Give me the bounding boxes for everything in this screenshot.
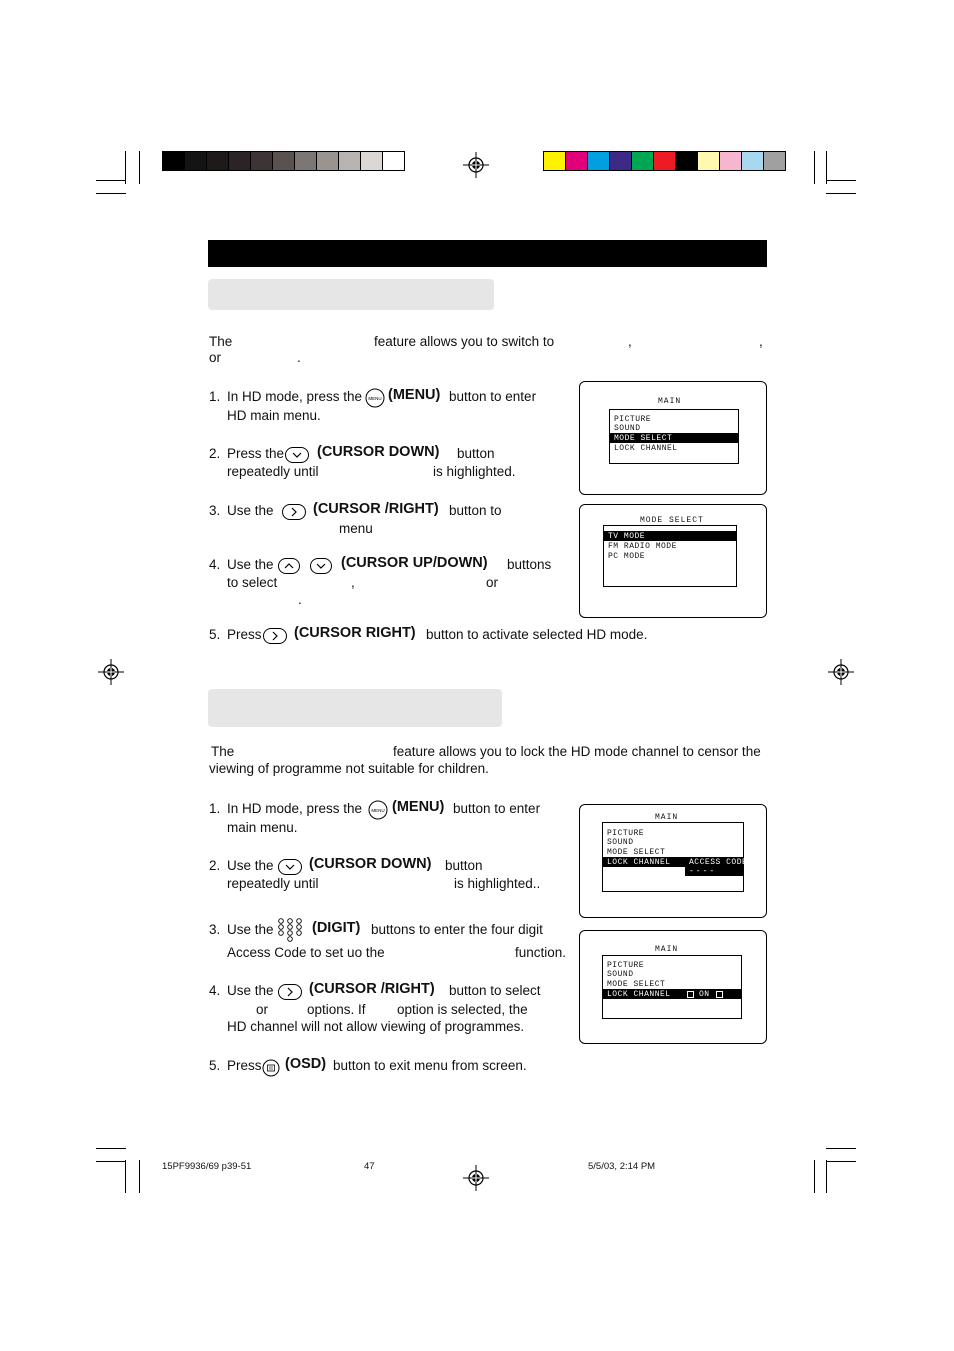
step-text: or xyxy=(256,1002,269,1017)
step-text: options. If xyxy=(307,1002,366,1017)
osd-menu-item: LOCK CHANNEL xyxy=(614,444,678,453)
step-text: , xyxy=(351,575,355,590)
osd-menu-item: FM RADIO MODE xyxy=(608,542,677,551)
osd-menu-item: PICTURE xyxy=(607,829,645,838)
cursor-right-icon xyxy=(278,984,302,1000)
step-key-label: (DIGIT) xyxy=(312,920,361,936)
calibration-swatch xyxy=(162,151,185,171)
step-number: 2. xyxy=(209,858,221,873)
step-number: 1. xyxy=(209,801,221,816)
registration-mark-right-icon xyxy=(828,659,854,685)
step-text: Access Code to set uo the xyxy=(227,945,385,960)
osd-menu-item-selected: LOCK CHANNEL xyxy=(607,990,671,999)
step-text: is highlighted.. xyxy=(454,876,541,891)
step-text: HD main menu. xyxy=(227,408,321,423)
osd-menu-item-selected: TV MODE xyxy=(608,532,646,541)
step-text: Press the xyxy=(227,446,285,461)
step-key-label: (OSD) xyxy=(285,1056,327,1072)
svg-text:MENU: MENU xyxy=(368,396,382,401)
step-text: Press xyxy=(227,627,262,642)
step-text: button xyxy=(457,446,495,461)
section1-heading-box xyxy=(208,279,494,310)
calibration-swatch xyxy=(294,151,317,171)
step-number: 1. xyxy=(209,389,221,404)
step-key-label: (CURSOR /RIGHT) xyxy=(313,501,439,517)
calibration-swatch xyxy=(631,151,654,171)
step-text: buttons to enter the four digit xyxy=(371,922,543,937)
osd-button-icon xyxy=(262,1059,280,1077)
screen-title: MODE SELECT xyxy=(640,516,704,525)
calibration-swatch xyxy=(272,151,295,171)
osd-menu-item-selected: LOCK CHANNEL xyxy=(607,858,671,867)
step-text: button to select xyxy=(449,983,541,998)
osd-screen-main xyxy=(579,381,767,495)
svg-text:MENU: MENU xyxy=(371,808,385,813)
step-text: button xyxy=(445,858,483,873)
calibration-swatch xyxy=(382,151,405,171)
step-text: repeatedly until xyxy=(227,464,319,479)
step-text: menu xyxy=(339,521,373,536)
osd-menu-item: SOUND xyxy=(607,970,634,979)
intro-text: The xyxy=(209,334,233,349)
menu-button-icon xyxy=(368,800,388,820)
osd-menu-list xyxy=(603,525,737,587)
osd-menu-list xyxy=(602,955,742,1019)
step-text: Use the xyxy=(227,557,274,572)
cursor-down-icon xyxy=(310,558,332,574)
calibration-swatch xyxy=(719,151,742,171)
osd-menu-item: PICTURE xyxy=(614,415,652,424)
step-text: option is selected, the xyxy=(397,1002,528,1017)
osd-menu-list xyxy=(609,409,739,464)
calibration-swatch xyxy=(360,151,383,171)
step-text: button to activate selected HD mode. xyxy=(426,627,648,642)
calibration-swatch xyxy=(184,151,207,171)
step-number: 5. xyxy=(209,1058,221,1073)
intro-text: The xyxy=(211,744,235,759)
calibration-swatch xyxy=(763,151,786,171)
cursor-up-icon xyxy=(278,558,300,574)
step-text: buttons xyxy=(507,557,552,572)
intro-text: . xyxy=(297,350,301,365)
screen-title: MAIN xyxy=(655,945,679,954)
page-header-bar xyxy=(208,240,767,267)
screen-title: MAIN xyxy=(658,397,682,406)
osd-menu-item: SOUND xyxy=(607,838,634,847)
intro-text: or xyxy=(209,350,222,365)
calibration-swatch xyxy=(206,151,229,171)
calibration-swatch xyxy=(609,151,632,171)
calibration-swatch xyxy=(316,151,339,171)
step-text: function. xyxy=(515,945,567,960)
step-text: main menu. xyxy=(227,820,298,835)
calibration-swatch xyxy=(653,151,676,171)
step-text: is highlighted. xyxy=(433,464,516,479)
step-number: 5. xyxy=(209,627,221,642)
step-text: Press xyxy=(227,1058,262,1073)
step-number: 3. xyxy=(209,922,221,937)
step-text: HD channel will not allow viewing of programmes. xyxy=(227,1019,525,1034)
cursor-down-icon xyxy=(278,859,302,875)
step-number: 3. xyxy=(209,503,221,518)
step-text: Use the xyxy=(227,503,274,518)
step-text: to select xyxy=(227,575,278,590)
access-code-value: ---- xyxy=(689,867,717,876)
osd-menu-item: PC MODE xyxy=(608,552,646,561)
toggle-value: ON xyxy=(699,990,710,999)
step-text: Use the xyxy=(227,858,274,873)
step-number: 2. xyxy=(209,446,221,461)
step-key-label: (CURSOR RIGHT) xyxy=(294,625,416,641)
toggle-left-arrow-icon xyxy=(687,991,694,998)
menu-button-icon xyxy=(365,388,385,408)
screen-title: MAIN xyxy=(655,813,679,822)
osd-menu-item: MODE SELECT xyxy=(607,848,666,857)
intro-text: viewing of programme not suitable for children. xyxy=(209,761,489,776)
step-text: Use the xyxy=(227,922,274,937)
step-key-label: (MENU) xyxy=(392,799,445,815)
step-text: button to enter xyxy=(449,389,537,404)
step-key-label: (CURSOR UP/DOWN) xyxy=(341,555,488,571)
cursor-down-icon xyxy=(285,447,309,463)
step-text: repeatedly until xyxy=(227,876,319,891)
registration-mark-top-icon xyxy=(463,152,489,178)
intro-text: , xyxy=(759,334,763,349)
calibration-swatch xyxy=(565,151,588,171)
calibration-swatch xyxy=(587,151,610,171)
osd-screen-lock-toggle xyxy=(579,930,767,1044)
calibration-swatch xyxy=(250,151,273,171)
toggle-right-arrow-icon xyxy=(716,991,723,998)
step-text: button to enter xyxy=(453,801,541,816)
section2-heading-box xyxy=(208,689,502,727)
registration-mark-bottom-icon xyxy=(463,1165,489,1191)
osd-menu-list xyxy=(602,822,748,892)
step-text: button to exit menu from screen. xyxy=(333,1058,527,1073)
osd-screen-lock-access xyxy=(579,804,767,918)
step-text: In HD mode, press the xyxy=(227,801,363,816)
footer-file-id: 15PF9936/69 p39-51 xyxy=(162,1161,252,1172)
intro-text: , xyxy=(628,334,632,349)
calibration-swatch xyxy=(228,151,251,171)
calibration-swatch xyxy=(338,151,361,171)
intro-text: feature allows you to switch to xyxy=(374,334,555,349)
registration-mark-left-icon xyxy=(98,659,124,685)
osd-menu-item: SOUND xyxy=(614,424,641,433)
step-key-label: (CURSOR /RIGHT) xyxy=(309,981,435,997)
access-code-label: ACCESS CODE xyxy=(689,858,748,867)
step-number: 4. xyxy=(209,557,221,572)
step-text: In HD mode, press the xyxy=(227,389,363,404)
step-text: or xyxy=(486,575,499,590)
osd-menu-item: PICTURE xyxy=(607,961,645,970)
cursor-right-icon xyxy=(263,628,287,644)
step-key-label: (CURSOR DOWN) xyxy=(309,856,432,872)
calibration-swatch xyxy=(543,151,566,171)
step-text: button to xyxy=(449,503,502,518)
footer-page-number: 47 xyxy=(364,1161,375,1172)
footer-timestamp: 5/5/03, 2:14 PM xyxy=(588,1161,656,1172)
osd-menu-item: MODE SELECT xyxy=(607,980,666,989)
calibration-swatch xyxy=(675,151,698,171)
step-number: 4. xyxy=(209,983,221,998)
osd-screen-mode-select xyxy=(579,504,767,618)
step-key-label: (CURSOR DOWN) xyxy=(317,444,440,460)
intro-text: feature allows you to lock the HD mode channel to censor the xyxy=(393,744,761,759)
step-text: . xyxy=(298,592,302,607)
step-key-label: (MENU) xyxy=(388,387,441,403)
cursor-right-icon xyxy=(282,504,306,520)
osd-menu-item-selected: MODE SELECT xyxy=(614,434,673,443)
digit-keypad-icon xyxy=(276,917,304,943)
step-text: Use the xyxy=(227,983,274,998)
calibration-swatch xyxy=(697,151,720,171)
calibration-swatch xyxy=(741,151,764,171)
